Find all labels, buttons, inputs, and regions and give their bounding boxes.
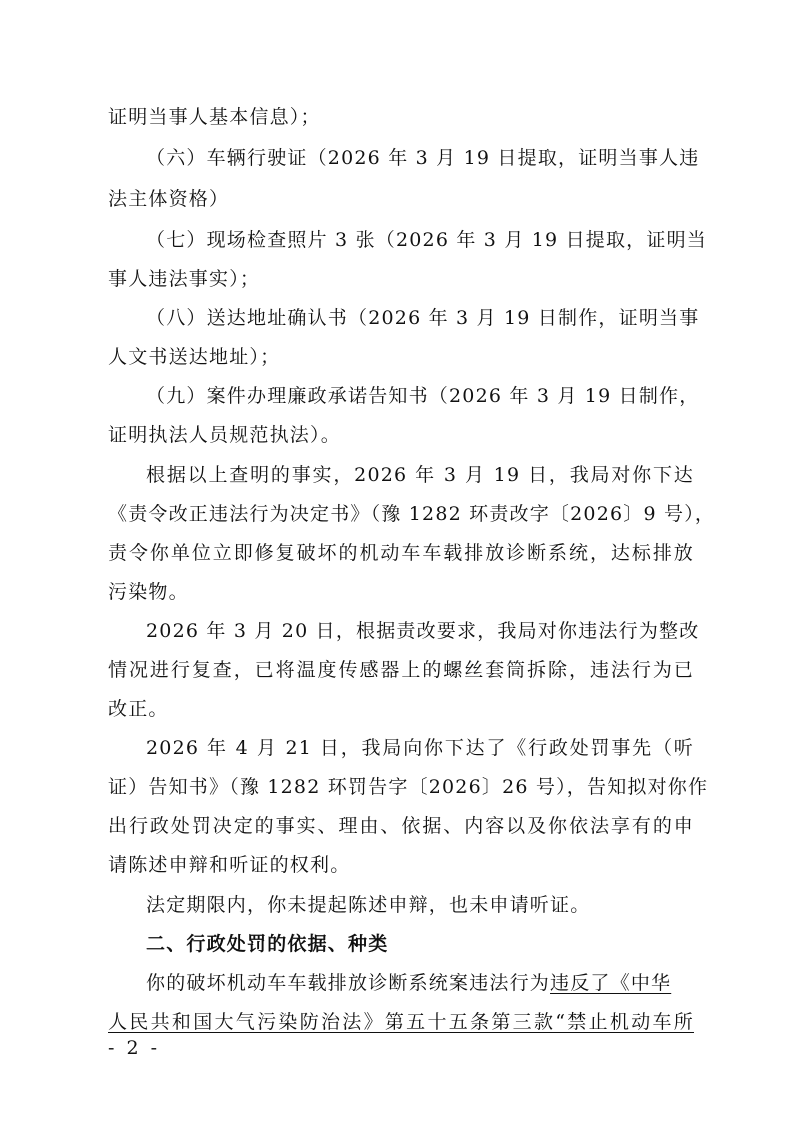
text-line: 2026 年 4 月 21 日，我局向你下达了《行政处罚事先（听 [146, 737, 694, 759]
text-line: 2026 年 3 月 20 日，根据责改要求，我局对你违法行为整改 [146, 620, 700, 642]
underlined-citation: 人民共和国大气污染防治法》第五十五条第三款“禁止机动车所 [108, 1011, 694, 1033]
text-line: 法定期限内，你未提起陈述申辩，也未申请听证。 [146, 894, 591, 916]
text-span: 你的破坏机动车车载排放诊断系统案违法行为 [146, 972, 551, 994]
text-line: 证明执法人员规范执法）。 [108, 424, 341, 446]
text-line: （六）车辆行驶证（2026 年 3 月 19 日提取，证明当事人违 [146, 147, 700, 169]
text-line: 改正。 [108, 698, 169, 720]
text-line: 污染物。 [108, 581, 189, 603]
text-line: 责令你单位立即修复破坏的机动车车载排放诊断系统，达标排放 [108, 542, 694, 564]
text-line: 法主体资格） [108, 188, 230, 210]
text-line: 事人违法事实）； [108, 268, 261, 290]
underlined-citation: 违反了《中华 [550, 972, 672, 994]
text-line: （七）现场检查照片 3 张（2026 年 3 月 19 日提取，证明当 [146, 229, 707, 251]
text-line: 请陈述申辩和听证的权利。 [108, 854, 351, 876]
text-line: 根据以上查明的事实，2026 年 3 月 19 日，我局对你下达 [146, 464, 694, 486]
text-line: 人文书送达地址）； [108, 346, 281, 368]
text-line: （九）案件办理廉政承诺告知书（2026 年 3 月 19 日制作， [146, 385, 700, 407]
text-line: 证）告知书》（豫 1282 环罚告字〔2026〕26 号），告知拟对你作 [108, 776, 709, 798]
text-line: 《责令改正违法行为决定书》（豫 1282 环责改字〔2026〕9 号）， [108, 503, 716, 525]
text-line: 出行政处罚决定的事实、理由、依据、内容以及你依法享有的申 [108, 815, 694, 837]
text-line: 证明当事人基本信息）； [108, 106, 321, 128]
text-line: （八）送达地址确认书（2026 年 3 月 19 日制作，证明当事 [146, 307, 700, 329]
page-number: - 2 - [108, 1037, 161, 1059]
text-line: 情况进行复查，已将温度传感器上的螺丝套筒拆除，违法行为已 [108, 659, 694, 681]
text-line [146, 968, 694, 998]
section-heading: 二、行政处罚的依据、种类 [146, 933, 389, 955]
